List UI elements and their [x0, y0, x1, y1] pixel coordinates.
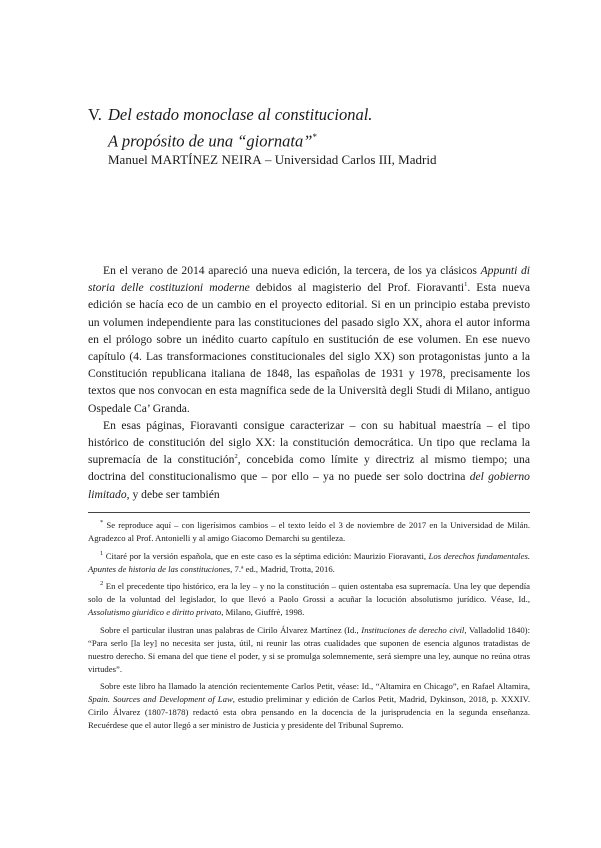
footnote-text: , estudio preliminar y edición de Carlos Petit, Madrid, Dykinson, 2018, p. XXXIV. Cirilo Álvarez (1807-1878) redactó esta obra pensando en la docencia de la jurisprudencia en la segunda enseñanza. Recuérdese que el autor llegó a ser ministro de Justicia y presidente del Tribunal Supremo.	[88, 694, 530, 730]
text-run: En el verano de 2014 apareció una nueva edición, la tercera, de los ya clásicos	[103, 264, 481, 277]
text-run: , y debe ser también	[126, 487, 220, 501]
footnote-text: Sobre este libro ha llamado la atención recientemente Carlos Petit, véase: Id., “Altamira en Chicago”, en Rafael Altamira,	[100, 681, 530, 691]
text-run: . Esta nueva edición se hacía eco de un cambio en el proyecto editorial. Si en un principio estaba previsto un volumen independiente para las constituciones del pasado siglo XX, ahora el autor informa en el prólogo sobre un inédito cuarto capítulo en sustitución de ese volumen. En ese nuevo capítulo (4. Las transformaciones constitucionales del siglo XX) son protagonistas junto a la Constitución republicana italiana de 1848, las españolas de 1931 y 1978, precisamente los textos que nos convocan en esta magnífica sede de la Università degli Studi di Milano, antiguo Ospedale Ca’ Granda.	[88, 281, 530, 415]
author-line	[108, 152, 436, 168]
footnote	[88, 519, 530, 545]
author-affiliation: – Universidad Carlos III, Madrid	[261, 152, 437, 167]
footnote-divider	[88, 512, 530, 513]
italic-phrase: del gobierno limitado	[88, 470, 530, 501]
cited-title: Spain. Sources and Development of Law	[88, 694, 233, 704]
chapter-heading	[88, 104, 518, 153]
chapter-title-line-1	[88, 104, 518, 126]
title-footnote-marker: *	[312, 132, 317, 142]
text-run: En esas páginas, Fioravanti consigue caracterizar – con su habitual maestría – el tipo histórico de constitución del siglo XX: la constitución democrática. Un tipo que reclama la supremacía de la constitución	[88, 418, 530, 467]
chapter-number: V.	[88, 105, 102, 124]
cited-title: Assolutismo giuridico e diritto privato	[88, 607, 222, 617]
footnote-mark: *	[100, 519, 104, 527]
footnote-ref: 2	[234, 453, 238, 461]
footnote-mark: 2	[100, 580, 104, 588]
chapter-title-line-2	[88, 126, 518, 153]
paragraph	[88, 262, 530, 417]
author-surname: MARTÍNEZ NEIRA	[150, 152, 262, 167]
footnote-continuation	[88, 624, 530, 676]
footnote-continuation	[88, 680, 530, 732]
footnote-text: , Milano, Giuffrè, 1998.	[221, 607, 305, 617]
footnote-text: , Valladolid 1840): “Para serlo [la ley] no necesita ser justa, útil, ni reunir las otras cualidades que suponen de esencia algunos tratadistas de nuestro derecho. Si emana del que tiene el poder, y si se promulga solemnemente, será siempre una ley, aunque no reúna otras virtudes”.	[88, 624, 530, 674]
chapter-title-1: Del estado monoclase al constitucional.	[108, 105, 373, 124]
footnote-mark: 1	[100, 549, 104, 557]
text-run: debidos al magisterio del Prof. Fioravanti	[249, 281, 465, 295]
text-run: , concebida como límite y directriz al mismo tiempo; una doctrina del constitucionalismo que – por ello – ya no puede ser solo doctrina	[88, 453, 530, 484]
cited-title: Instituciones de derecho civil	[361, 624, 465, 635]
footnote-text: Citaré por la versión española, que en este caso es la séptima edición: Maurizio Fioravanti,	[103, 550, 429, 561]
footnote-text: Sobre el particular ilustran unas palabras de Cirilo Álvarez Martínez (Id.,	[100, 624, 362, 635]
footnote-ref: 1	[464, 281, 468, 289]
footnote-text: En el precedente tipo histórico, era la ley – y no la constitución – quien ostentaba esa supremacía. Una ley que dependía solo de la voluntad del legislador, lo que llevó a Paolo Grossi a acuñar la locución absolutismo jurídico. Véase, Id.,	[88, 581, 530, 604]
footnote-text: Se reproduce aquí – con ligerísimos cambios – el texto leído el 3 de noviembre de 2017 en la Universidad de Milán. Agradezco al Prof. Antonielli y al amigo Giacomo Demarchi su gentileza.	[88, 520, 530, 543]
footnote	[88, 550, 530, 576]
footnotes	[88, 519, 530, 737]
book-title: Appunti di storia delle costituzioni moderne	[88, 264, 530, 295]
body-text	[88, 262, 530, 503]
chapter-title-2: A propósito de una “giornata”	[108, 131, 313, 151]
paragraph	[88, 417, 530, 503]
author-given-name: Manuel	[108, 152, 151, 167]
footnote-text: , 7.ª ed., Madrid, Trotta, 2016.	[230, 563, 335, 574]
footnote	[88, 580, 530, 619]
cited-title: Los derechos fundamentales. Apuntes de historia de las constituciones	[88, 550, 531, 574]
